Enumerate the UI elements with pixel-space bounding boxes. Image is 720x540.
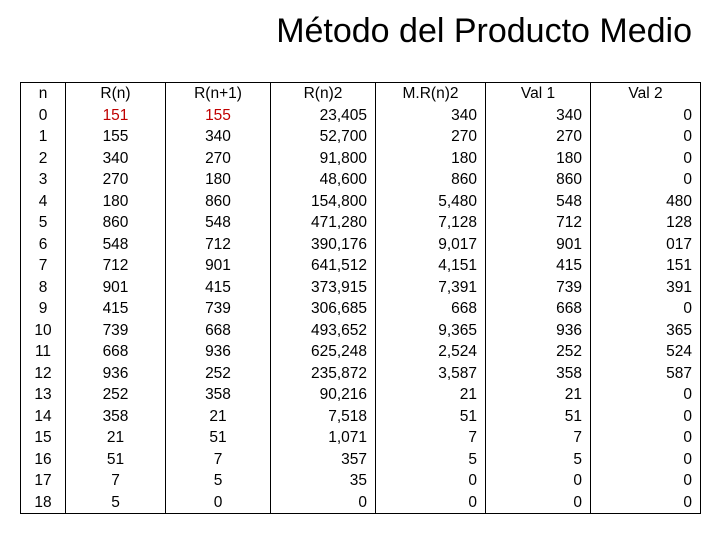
table-cell: 641,512	[310, 257, 367, 274]
table-cell: 415	[205, 278, 231, 296]
table-cell: 901	[205, 257, 231, 274]
table-row	[21, 83, 701, 514]
table-cell: 5	[468, 450, 477, 468]
table-cell: 8	[38, 278, 48, 296]
table-cell: 0	[468, 493, 477, 511]
table-cell: 7	[38, 257, 48, 274]
table-cell: 21	[209, 407, 227, 425]
table-cell: 270	[102, 171, 129, 188]
table-cell: 625,248	[310, 343, 367, 360]
table-cell: 4	[38, 192, 48, 210]
table-cell: 151	[666, 257, 692, 274]
table-cell: 1,071	[328, 429, 367, 446]
table-cell: 155	[102, 128, 129, 145]
table-cell: 548	[205, 214, 231, 231]
table-cell: 13	[34, 386, 52, 403]
table-cell: 358	[205, 386, 231, 403]
table-cell: 0	[213, 493, 223, 511]
table-cell: 365	[666, 321, 692, 339]
table-cell: 340	[556, 106, 582, 124]
table-cell: 154,800	[310, 192, 367, 210]
table-cell: 0	[573, 472, 582, 489]
table-cell: 668	[205, 321, 231, 339]
table-cell: 180	[556, 149, 582, 167]
table-cell: 0	[683, 128, 692, 145]
table-cell: 7,391	[438, 278, 477, 296]
table-cell: 860	[102, 214, 129, 231]
table-cell: 48,600	[319, 171, 367, 188]
table-cell: 52,700	[319, 128, 367, 145]
table-cell: 668	[102, 343, 129, 360]
table-cell: 7	[573, 429, 582, 446]
table-cell: 739	[102, 321, 129, 339]
table-cell: 0	[683, 450, 692, 468]
table-cell: 0	[683, 386, 692, 403]
table-cell: 739	[205, 300, 231, 317]
table-cell: 548	[102, 235, 129, 253]
table-cell: 9,017	[438, 235, 477, 253]
table-cell: 901	[102, 278, 129, 296]
table-cell: 252	[205, 364, 231, 382]
table-cell: 415	[102, 300, 129, 317]
column-header: M.R(n)2	[402, 85, 459, 102]
table-cell: 0	[358, 493, 367, 511]
table-cell: 0	[683, 149, 692, 167]
table-cell: 860	[205, 192, 231, 210]
table-cell: 16	[34, 450, 52, 468]
table-cell: 2,524	[438, 343, 477, 360]
table-cell: 5,480	[438, 192, 477, 210]
table-cell: 23,405	[319, 106, 367, 124]
table-cell: 712	[556, 214, 582, 231]
table-cell: 151	[102, 106, 129, 124]
table-cell: 90,216	[319, 386, 367, 403]
table-cell: 0	[468, 472, 477, 489]
table-cell: 11	[34, 343, 52, 360]
table-cell: 18	[34, 493, 52, 511]
table-cell: 180	[451, 149, 477, 167]
table-cell: 901	[556, 235, 582, 253]
table-cell: 5	[38, 214, 48, 231]
column-header: R(n+1)	[194, 85, 242, 102]
table-cell: 35	[349, 472, 367, 489]
table-cell: 9	[38, 300, 48, 317]
table-cell: 712	[205, 235, 231, 253]
table-cell: 668	[451, 300, 477, 317]
table-cell: 9,365	[438, 321, 477, 339]
table-cell: 128	[666, 214, 692, 231]
table-cell: 4,151	[438, 257, 477, 274]
table-cell: 340	[205, 128, 231, 145]
table-cell: 5	[111, 493, 120, 511]
table-cell: 373,915	[310, 278, 367, 296]
table-cell: 2	[38, 149, 48, 167]
table-cell: 668	[556, 300, 582, 317]
table-cell: 5	[213, 472, 223, 489]
data-table	[20, 82, 701, 514]
table-cell: 0	[573, 493, 582, 511]
table-cell: 51	[564, 407, 582, 425]
table-cell: 340	[102, 149, 129, 167]
column-val2	[591, 83, 701, 514]
table-cell: 587	[666, 364, 692, 382]
table-cell: 17	[34, 472, 52, 489]
table-cell: 15	[34, 429, 52, 446]
table-cell: 180	[205, 171, 231, 188]
table-cell: 270	[205, 149, 231, 167]
column-n	[21, 83, 66, 514]
table-cell: 7,128	[438, 214, 477, 231]
table-cell: 712	[102, 257, 129, 274]
table-cell: 7	[111, 472, 120, 489]
table-cell: 0	[683, 407, 692, 425]
table-cell: 7	[213, 450, 223, 468]
table-cell: 12	[34, 364, 52, 382]
table-cell: 180	[102, 192, 129, 210]
column-header: Val 2	[628, 85, 663, 102]
table-cell: 155	[205, 106, 231, 124]
table-cell: 936	[556, 321, 582, 339]
table-cell: 0	[683, 493, 692, 511]
table-cell: 21	[459, 386, 477, 403]
column-m-rn-sq	[376, 83, 486, 514]
table-cell: 21	[564, 386, 582, 403]
table-cell: 471,280	[310, 214, 367, 231]
table-cell: 91,800	[319, 149, 367, 167]
table-cell: 493,652	[310, 321, 367, 339]
table-cell: 3	[38, 171, 48, 188]
table-cell: 357	[341, 450, 367, 468]
table-cell: 0	[38, 106, 48, 124]
table-cell: 10	[34, 321, 52, 339]
table-cell: 358	[102, 407, 129, 425]
table-cell: 3,587	[438, 364, 477, 382]
column-header: n	[38, 85, 48, 102]
page-title: Método del Producto Medio	[276, 12, 692, 50]
table-cell: 0	[683, 429, 692, 446]
column-val1	[486, 83, 591, 514]
table-cell: 017	[666, 235, 692, 253]
table-cell: 936	[205, 343, 231, 360]
column-rn	[66, 83, 166, 514]
table-cell: 524	[666, 343, 692, 360]
table-cell: 5	[573, 450, 582, 468]
table-cell: 390,176	[310, 235, 367, 253]
table-cell: 480	[666, 192, 692, 210]
table-cell: 415	[556, 257, 582, 274]
column-rn-sq	[271, 83, 376, 514]
table-cell: 739	[556, 278, 582, 296]
table-cell: 51	[106, 450, 125, 468]
column-rn1	[166, 83, 271, 514]
column-header: R(n)2	[303, 85, 343, 102]
table-cell: 51	[209, 429, 227, 446]
column-header: Val 1	[520, 85, 556, 102]
table-cell: 21	[106, 429, 125, 446]
table-cell: 391	[666, 278, 692, 296]
table-cell: 6	[38, 235, 48, 253]
table-cell: 0	[683, 472, 692, 489]
table-cell: 340	[451, 106, 477, 124]
table-cell: 0	[683, 171, 692, 188]
table-cell: 860	[556, 171, 582, 188]
table-cell: 270	[556, 128, 582, 145]
table-cell: 51	[459, 407, 477, 425]
column-header: R(n)	[100, 85, 131, 102]
table-cell: 235,872	[310, 364, 367, 382]
table-cell: 0	[683, 300, 692, 317]
table-cell: 306,685	[310, 300, 367, 317]
table-cell: 548	[556, 192, 582, 210]
table-cell: 1	[38, 128, 48, 145]
table-cell: 252	[102, 386, 129, 403]
table-cell: 0	[683, 106, 692, 124]
table-cell: 358	[556, 364, 582, 382]
table-cell: 936	[102, 364, 129, 382]
table-cell: 14	[34, 407, 52, 425]
table-cell: 270	[451, 128, 477, 145]
table-cell: 860	[451, 171, 477, 188]
table-cell: 7	[468, 429, 477, 446]
table-cell: 252	[556, 343, 582, 360]
table-cell: 7,518	[328, 407, 367, 425]
